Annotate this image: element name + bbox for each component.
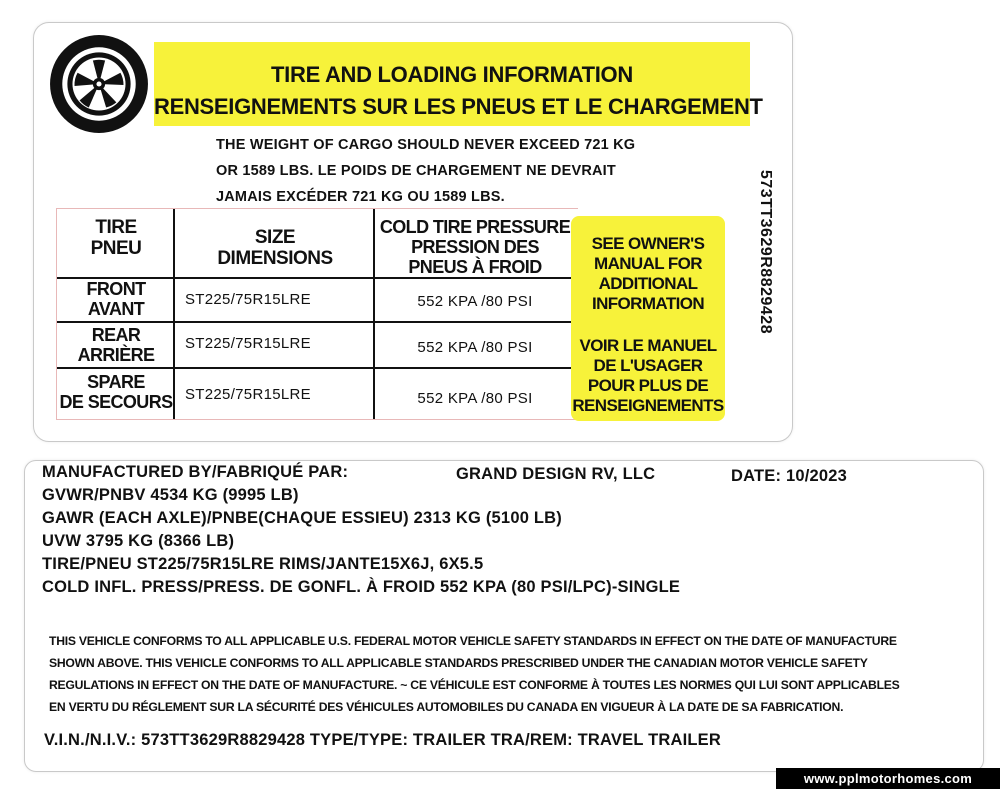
- owner-manual-french: VOIR LE MANUEL DE L'USAGER POUR PLUS DE RENSEIGNEMENTS: [572, 336, 724, 415]
- owner-manual-notice: [571, 216, 725, 421]
- owner-manual-english: SEE OWNER'S MANUAL FOR ADDITIONAL INFORMATION: [591, 234, 705, 313]
- row-rear-label: REAR ARRIÈRE: [77, 325, 155, 365]
- legal-line-2: SHOWN ABOVE. THIS VEHICLE CONFORMS TO ALL APPLICABLE STANDARDS PRESCRIBED UNDER THE CANADIAN MOTOR VEHICLE SAFETY: [49, 656, 868, 670]
- row-spare-size: ST225/75R15LRE: [185, 386, 311, 403]
- vin-vertical: 573TT3629R8829428: [757, 169, 774, 335]
- tire-rim-spec: TIRE/PNEU ST225/75R15LRE RIMS/JANTE15X6J, 6X5.5: [42, 555, 484, 573]
- watermark-url: www.pplmotorhomes.com: [776, 768, 1000, 789]
- uvw: UVW 3795 KG (8366 LB): [42, 532, 235, 550]
- row-spare-label: SPARE DE SECOURS: [59, 372, 173, 412]
- legal-line-1: THIS VEHICLE CONFORMS TO ALL APPLICABLE U.S. FEDERAL MOTOR VEHICLE SAFETY STANDARDS IN EFFECT ON THE DATE OF MANUFACTURE: [49, 634, 897, 648]
- row-front-size: ST225/75R15LRE: [185, 291, 311, 308]
- header-tire: TIRE PNEU: [90, 217, 142, 259]
- gawr: GAWR (EACH AXLE)/PNBE(CHAQUE ESSIEU) 2313 KG (5100 LB): [42, 509, 562, 527]
- row-front-pressure: 552 KPA /80 PSI: [417, 293, 533, 310]
- row-rear-pressure: 552 KPA /80 PSI: [417, 339, 533, 356]
- tire-pressure-table: [56, 208, 578, 420]
- cargo-weight-line-2: OR 1589 LBS. LE POIDS DE CHARGEMENT NE DEVRAIT: [216, 163, 616, 179]
- manufacturer-name: GRAND DESIGN RV, LLC: [456, 465, 656, 483]
- tire-icon: [48, 33, 150, 135]
- cargo-weight-line-1: THE WEIGHT OF CARGO SHOULD NEVER EXCEED 721 KG: [216, 137, 636, 153]
- gvwr: GVWR/PNBV 4534 KG (9995 LB): [42, 486, 299, 504]
- legal-line-4: EN VERTU DU RÉGLEMENT SUR LA SÉCURITÉ DES VÉHICULES AUTOMOBILES DU CANADA EN VIGUEUR À LA DATE DE SA FABRICATION.: [49, 700, 844, 714]
- row-front-label: FRONT AVANT: [86, 279, 146, 319]
- cargo-weight-line-3: JAMAIS EXCÉDER 721 KG OU 1589 LBS.: [216, 189, 505, 205]
- legal-line-3: REGULATIONS IN EFFECT ON THE DATE OF MANUFACTURE. ~ CE VÉHICULE EST CONFORME À TOUTES LES NORMES QUI LUI SONT APPLICABLES: [49, 678, 900, 692]
- header-size: SIZE DIMENSIONS: [217, 227, 333, 269]
- certification-label: [24, 460, 984, 772]
- header-pressure: COLD TIRE PRESSURE PRESSION DES PNEUS À FROID: [379, 217, 571, 277]
- title-french: RENSEIGNEMENTS SUR LES PNEUS ET LE CHARGEMENT: [154, 94, 763, 119]
- manufacturer-label: MANUFACTURED BY/FABRIQUÉ PAR:: [42, 463, 349, 481]
- cold-inflation-pressure: COLD INFL. PRESS/PRESS. DE GONFL. À FROID 552 KPA (80 PSI/LPC)-SINGLE: [42, 578, 681, 596]
- title-banner: [154, 42, 763, 126]
- row-spare-pressure: 552 KPA /80 PSI: [417, 390, 533, 407]
- row-rear-size: ST225/75R15LRE: [185, 335, 311, 352]
- manufacture-date: DATE: 10/2023: [731, 467, 848, 485]
- vin-type-line: V.I.N./N.I.V.: 573TT3629R8829428 TYPE/TYPE: TRAILER TRA/REM: TRAVEL TRAILER: [44, 731, 722, 749]
- title-english: TIRE AND LOADING INFORMATION: [271, 62, 633, 87]
